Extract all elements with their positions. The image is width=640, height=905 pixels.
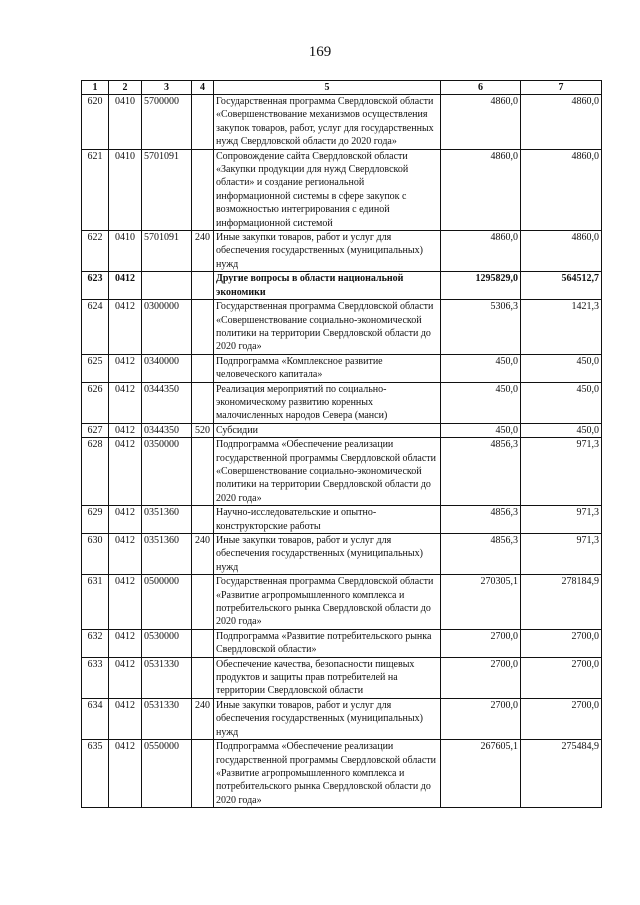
target-article-code: 0350000 <box>142 438 192 506</box>
amount-col-6: 4856,3 <box>441 506 521 534</box>
expense-type-code <box>192 657 214 698</box>
section-code: 0412 <box>109 300 142 355</box>
section-code: 0412 <box>109 740 142 808</box>
item-name: Государственная программа Свердловской области «Развитие агропромышленного комплекса и потребительского рынка Свердловской области до 2020 года» <box>214 575 441 630</box>
target-article-code: 0531330 <box>142 657 192 698</box>
amount-col-7: 450,0 <box>521 354 602 382</box>
target-article-code: 0351360 <box>142 534 192 575</box>
amount-col-6: 1295829,0 <box>441 272 521 300</box>
table-row <box>82 231 602 272</box>
expense-type-code: 240 <box>192 231 214 272</box>
item-name: Другие вопросы в области национальной экономики <box>214 272 441 300</box>
table-row <box>82 382 602 423</box>
amount-col-7: 450,0 <box>521 423 602 437</box>
target-article-code: 0340000 <box>142 354 192 382</box>
table-row <box>82 300 602 355</box>
expense-type-code: 240 <box>192 534 214 575</box>
page-number: 169 <box>308 44 332 60</box>
section-code: 0410 <box>109 231 142 272</box>
table-row <box>82 423 602 437</box>
amount-col-6: 450,0 <box>441 354 521 382</box>
section-code: 0412 <box>109 657 142 698</box>
amount-col-7: 971,3 <box>521 506 602 534</box>
section-code: 0412 <box>109 698 142 739</box>
section-code: 0410 <box>109 149 142 230</box>
header-row <box>82 81 602 95</box>
col-header-1: 1 <box>82 81 109 95</box>
expense-type-code: 240 <box>192 698 214 739</box>
row-number: 635 <box>82 740 109 808</box>
item-name: Реализация мероприятий по социально-экономическому развитию коренных малочисленных народов Севера (манси) <box>214 382 441 423</box>
item-name: Подпрограмма «Обеспечение реализации государственной программы Свердловской области «Совершенствование социально-экономической политики на территории Свердловской области до 2020 года» <box>214 438 441 506</box>
item-name: Подпрограмма «Комплексное развитие человеческого капитала» <box>214 354 441 382</box>
table-row <box>82 272 602 300</box>
item-name: Иные закупки товаров, работ и услуг для обеспечения государственных (муниципальных) нужд <box>214 231 441 272</box>
col-header-5: 5 <box>214 81 441 95</box>
section-code: 0412 <box>109 534 142 575</box>
col-header-4: 4 <box>192 81 214 95</box>
row-number: 629 <box>82 506 109 534</box>
item-name: Иные закупки товаров, работ и услуг для обеспечения государственных (муниципальных) нужд <box>214 534 441 575</box>
item-name: Субсидии <box>214 423 441 437</box>
row-number: 634 <box>82 698 109 739</box>
target-article-code: 0530000 <box>142 629 192 657</box>
col-header-7: 7 <box>521 81 602 95</box>
expense-type-code <box>192 300 214 355</box>
budget-table <box>81 80 602 808</box>
amount-col-6: 2700,0 <box>441 698 521 739</box>
amount-col-7: 278184,9 <box>521 575 602 630</box>
section-code: 0412 <box>109 272 142 300</box>
expense-type-code <box>192 382 214 423</box>
table-row <box>82 354 602 382</box>
item-name: Государственная программа Свердловской области «Совершенствование социально-экономической политики на территории Свердловской области до 2020 года» <box>214 300 441 355</box>
expense-type-code <box>192 438 214 506</box>
table-row <box>82 698 602 739</box>
table-row <box>82 534 602 575</box>
item-name: Научно-исследовательские и опытно-конструкторские работы <box>214 506 441 534</box>
row-number: 625 <box>82 354 109 382</box>
amount-col-6: 450,0 <box>441 382 521 423</box>
table-row <box>82 629 602 657</box>
target-article-code: 0550000 <box>142 740 192 808</box>
row-number: 620 <box>82 95 109 150</box>
row-number: 631 <box>82 575 109 630</box>
target-article-code: 5701091 <box>142 149 192 230</box>
table-row <box>82 438 602 506</box>
table-row <box>82 506 602 534</box>
amount-col-7: 1421,3 <box>521 300 602 355</box>
expense-type-code <box>192 575 214 630</box>
row-number: 633 <box>82 657 109 698</box>
section-code: 0410 <box>109 95 142 150</box>
amount-col-6: 4860,0 <box>441 95 521 150</box>
amount-col-7: 971,3 <box>521 438 602 506</box>
amount-col-7: 275484,9 <box>521 740 602 808</box>
col-header-3: 3 <box>142 81 192 95</box>
expense-type-code <box>192 354 214 382</box>
amount-col-7: 2700,0 <box>521 657 602 698</box>
amount-col-6: 267605,1 <box>441 740 521 808</box>
target-article-code: 0344350 <box>142 382 192 423</box>
amount-col-6: 4860,0 <box>441 149 521 230</box>
row-number: 628 <box>82 438 109 506</box>
target-article-code: 0500000 <box>142 575 192 630</box>
amount-col-7: 4860,0 <box>521 149 602 230</box>
amount-col-6: 450,0 <box>441 423 521 437</box>
row-number: 621 <box>82 149 109 230</box>
expense-type-code <box>192 272 214 300</box>
target-article-code: 5700000 <box>142 95 192 150</box>
table-row <box>82 657 602 698</box>
target-article-code: 0351360 <box>142 506 192 534</box>
amount-col-6: 270305,1 <box>441 575 521 630</box>
section-code: 0412 <box>109 423 142 437</box>
table-row <box>82 149 602 230</box>
expense-type-code <box>192 95 214 150</box>
target-article-code: 0531330 <box>142 698 192 739</box>
amount-col-6: 4856,3 <box>441 534 521 575</box>
amount-col-7: 564512,7 <box>521 272 602 300</box>
row-number: 627 <box>82 423 109 437</box>
row-number: 630 <box>82 534 109 575</box>
section-code: 0412 <box>109 354 142 382</box>
amount-col-7: 2700,0 <box>521 629 602 657</box>
row-number: 626 <box>82 382 109 423</box>
expense-type-code <box>192 506 214 534</box>
amount-col-7: 2700,0 <box>521 698 602 739</box>
item-name: Обеспечение качества, безопасности пищевых продуктов и защиты прав потребителей на территории Свердловской области <box>214 657 441 698</box>
item-name: Государственная программа Свердловской области «Совершенствование механизмов осуществления закупок товаров, работ, услуг для государственных нужд Свердловской области до 2020 года» <box>214 95 441 150</box>
item-name: Иные закупки товаров, работ и услуг для обеспечения государственных (муниципальных) нужд <box>214 698 441 739</box>
table-row <box>82 575 602 630</box>
col-header-6: 6 <box>441 81 521 95</box>
col-header-2: 2 <box>109 81 142 95</box>
expense-type-code <box>192 149 214 230</box>
section-code: 0412 <box>109 629 142 657</box>
section-code: 0412 <box>109 438 142 506</box>
section-code: 0412 <box>109 506 142 534</box>
amount-col-6: 5306,3 <box>441 300 521 355</box>
amount-col-6: 2700,0 <box>441 629 521 657</box>
amount-col-7: 4860,0 <box>521 95 602 150</box>
target-article-code <box>142 272 192 300</box>
item-name: Подпрограмма «Развитие потребительского рынка Свердловской области» <box>214 629 441 657</box>
table-row <box>82 740 602 808</box>
target-article-code: 0344350 <box>142 423 192 437</box>
row-number: 624 <box>82 300 109 355</box>
section-code: 0412 <box>109 382 142 423</box>
target-article-code: 5701091 <box>142 231 192 272</box>
row-number: 622 <box>82 231 109 272</box>
amount-col-7: 971,3 <box>521 534 602 575</box>
table-row <box>82 95 602 150</box>
expense-type-code: 520 <box>192 423 214 437</box>
row-number: 632 <box>82 629 109 657</box>
item-name: Сопровождение сайта Свердловской области «Закупки продукции для нужд Свердловской области» и создание региональной информационной системы в сфере закупок с возможностью интегрирования с единой информационной системой <box>214 149 441 230</box>
amount-col-6: 4856,3 <box>441 438 521 506</box>
amount-col-6: 4860,0 <box>441 231 521 272</box>
row-number: 623 <box>82 272 109 300</box>
amount-col-7: 450,0 <box>521 382 602 423</box>
target-article-code: 0300000 <box>142 300 192 355</box>
item-name: Подпрограмма «Обеспечение реализации государственной программы Свердловской области «Развитие агропромышленного комплекса и потребительского рынка Свердловской области до 2020 года» <box>214 740 441 808</box>
expense-type-code <box>192 740 214 808</box>
amount-col-7: 4860,0 <box>521 231 602 272</box>
amount-col-6: 2700,0 <box>441 657 521 698</box>
expense-type-code <box>192 629 214 657</box>
table-body <box>82 95 602 808</box>
section-code: 0412 <box>109 575 142 630</box>
